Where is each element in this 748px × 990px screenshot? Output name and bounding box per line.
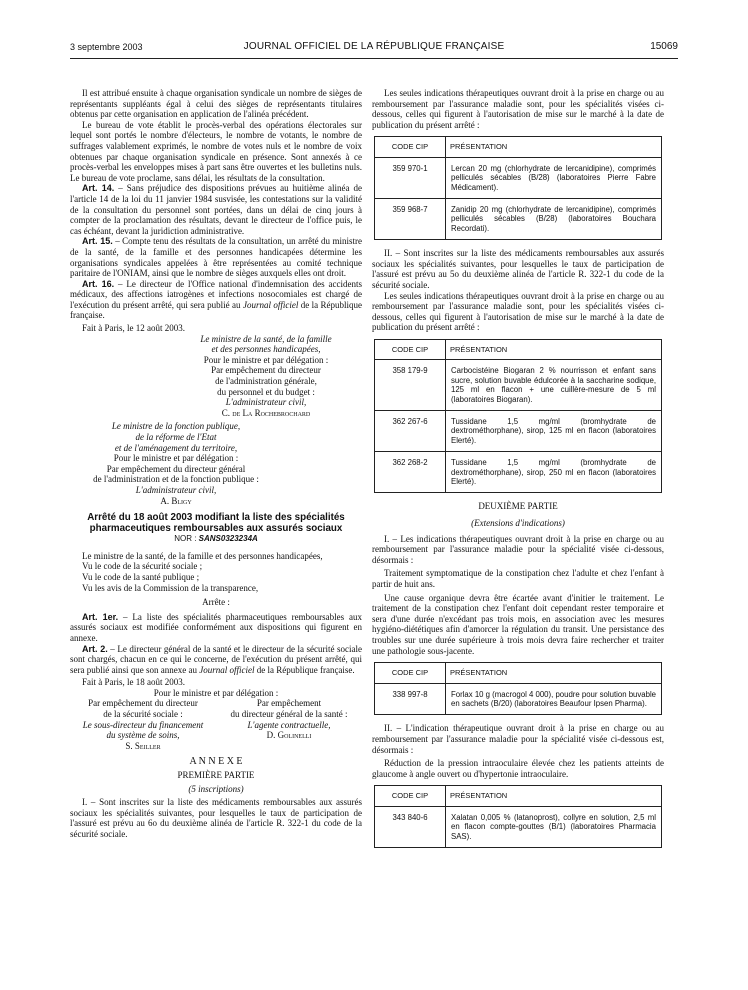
column-header-code: CODE CIP (375, 339, 446, 359)
column-header-presentation: PRÉSENTATION (446, 137, 662, 157)
right-column (372, 88, 664, 856)
article-text: – Sans préjudice des dispositions prévues au huitième alinéa de l'article 14 de la loi du 11 janvier 1984 susvisée, les contestations sur la validité de la consultation du personnel sont portées, dans un délai de cinq jours à compter de la proclamation des résultats, devant le directeur de l'office puis, le cas échéant, devant la juridiction administrative. (70, 183, 362, 236)
signature-right (216, 698, 362, 751)
journal-officiel-ref: Journal officiel (199, 664, 255, 675)
medication-table-2 (374, 339, 662, 493)
column-header-code: CODE CIP (375, 663, 446, 683)
article-2 (70, 644, 362, 676)
signature-line: Par empêchement (256, 698, 322, 709)
presentation-text: Xalatan 0,005 % (latanoprost), collyre en solution, 2,5 ml en flacon compte-gouttes (B/1) (laboratoires Pharmacia SAS). (446, 806, 662, 847)
journal-officiel-ref: Journal officiel (242, 299, 299, 310)
dual-signature-block (70, 698, 362, 751)
visa-line: Vu le code de la sécurité sociale ; (82, 561, 203, 572)
header-date: 3 septembre 2003 (70, 42, 143, 52)
article-label: Art. 16. (82, 278, 115, 289)
medication-table-3 (374, 662, 662, 715)
signature-line: de l'administration et de la fonction publique : (93, 474, 259, 485)
left-column (70, 88, 362, 840)
signature-line: Le sous-directeur du financement (82, 719, 204, 730)
signature-line: Pour le ministre et par délégation : (113, 453, 239, 464)
presentation-text: Tussidane 1,5 mg/ml (bromhydrate de dextrométhorphane), sirop, 125 ml en flacon (laboratoires Elerté). (446, 411, 662, 452)
article-text: de la République française. (254, 664, 355, 675)
presentation-text: Carbocistéine Biogaran 2 % nourrisson et enfant sans sucre, solution buvable édulcorée à la saccharine sodique, 125 ml en flacon + une cuillère-mesure de 5 ml (laboratoires Biogaran). (446, 360, 662, 411)
presentation-text: Tussidane 1,5 mg/ml (bromhydrate de dextrométhorphane), sirop, 250 ml en flacon (laboratoires Elerté). (446, 452, 662, 493)
signature-line: L'administrateur civil, (225, 397, 307, 408)
medication-table-4 (374, 785, 662, 848)
cip-code: 343 840-6 (375, 806, 446, 847)
signature-line: Par empêchement du directeur (88, 698, 198, 709)
signature-line: de l'administration générale, (215, 376, 317, 387)
signature-line: Le ministre de la santé, de la famille (200, 333, 332, 344)
decree-title: Arrêté du 18 août 2003 modifiant la liste des spécialités pharmaceutiques remboursables aux assurés sociaux (87, 512, 345, 535)
article-1 (70, 612, 362, 644)
signature-line: du système de soins, (106, 730, 180, 741)
nor-label: NOR : (174, 534, 199, 544)
part-heading: DEUXIÈME PARTIE (478, 501, 558, 512)
paragraph: Le ministre de la santé, de la famille et des personnes handicapées, (82, 550, 323, 561)
signature-left (70, 698, 216, 751)
paragraph: Les seules indications thérapeutiques ouvrant droit à la prise en charge ou au remboursement par l'assurance maladie sont, pour les spécialités visées ci-dessous, celles qui figurent à l'autorisation de mise sur le marché à la date de publication du présent arrêté : (372, 290, 664, 333)
paragraph: II. – Sont inscrites sur la liste des médicaments remboursables aux assurés sociaux les spécialités suivantes, pour lesquelles le taux de participation de l'assuré est prévu au 5o du deuxième alinéa de l'article R. 322-1 du code de la sécurité sociale. (372, 248, 664, 290)
table-row (375, 157, 662, 198)
medication-table-1 (374, 136, 662, 240)
presentation-text: Zanidip 20 mg (chlorhydrate de lercanidipine), comprimés pelliculés sécables (B/28) (laboratoires Bouchara Recordati). (446, 199, 662, 240)
article-label: Art. 1er. (82, 611, 119, 622)
header-page-number: 15069 (650, 41, 678, 52)
presentation-text: Lercan 20 mg (chlorhydrate de lercanidipine), comprimés pelliculés sécables (B/28) (laboratoires Pierre Fabre Médicament). (446, 157, 662, 198)
column-header-presentation: PRÉSENTATION (446, 663, 662, 683)
signature-line: de la réforme de l'Etat (135, 432, 217, 442)
article-label: Art. 2. (82, 643, 108, 654)
article-label: Art. 15. (82, 236, 113, 247)
signature-line: et des personnes handicapées, (211, 344, 321, 355)
cip-code: 362 267-6 (375, 411, 446, 452)
paragraph: Le bureau de vote établit le procès-verbal des opérations électorales sur lequel sont portés le nombre d'électeurs, le nombre de votants, le nombre de suffrages valablement exprimés, le nombre de votes nuls et le nombre de voix obtenues par chaque organisation syndicale en présence. Sont annexés à ce procès-verbal les enveloppes mises à part sans être ouvertes et les bulletins nuls. Le bureau de vote proclame, sans délai, les résultats de la consultation. (70, 119, 362, 183)
signature-line: du personnel et du budget : (217, 386, 315, 397)
paragraph: Réduction de la pression intraoculaire élevée chez les patients atteints de glaucome à angle ouvert ou d'hypertonie intraoculaire. (372, 758, 664, 779)
signatory-name: D. Golinelli (266, 730, 312, 741)
table-row (375, 411, 662, 452)
article-15 (70, 236, 362, 278)
part-heading: PREMIÈRE PARTIE (177, 770, 255, 781)
cip-code: 338 997-8 (375, 683, 446, 715)
paragraph: I. – Les indications thérapeutiques ouvrant droit à la prise en charge ou au remboursement par l'assurance maladie pour la spécialité visée ci-dessous, désormais : (372, 533, 664, 565)
article-label: Art. 14. (82, 183, 115, 194)
paragraph: I. – Sont inscrites sur la liste des médicaments remboursables aux assurés sociaux les spécialités suivantes, pour lesquelles le taux de participation de l'assuré est prévu au 6o du deuxième alinéa de l'article R. 322-1 du code de la sécurité sociale. (70, 797, 362, 839)
presentation-text: Forlax 10 g (macrogol 4 000), poudre pour solution buvable en sachets (B/20) (laboratoires Beaufour Ipsen Pharma). (446, 683, 662, 715)
article-16 (70, 279, 362, 321)
paragraph: Il est attribué ensuite à chaque organisation syndicale un nombre de sièges de représentants suppléants égal à celui des sièges de représentants titulaires obtenus par cette organisation en application de l'alinéa précédent. (70, 88, 362, 120)
article-text: – Le directeur général de la santé et le directeur de la sécurité sociale sont chargés, chacun en ce qui le concerne, de l'exécution du présent arrêté, qui sera publié ainsi que son annexe au (70, 643, 362, 675)
signature-line: Pour le ministre et par délégation : (153, 687, 279, 698)
cip-code: 358 179-9 (375, 360, 446, 411)
annexe-heading: A N N E X E (189, 756, 243, 768)
article-text: – Compte tenu des résultats de la consultation, un arrêté du ministre de la santé, de la famille et des personnes handicapées détermine les organisations syndicales appelées à être représentées au comité technique paritaire de l'ONIAM, ainsi que le nombre de sièges auxquels elles ont droit. (70, 236, 362, 279)
signature-line: de la sécurité sociale : (103, 709, 183, 720)
article-14 (70, 183, 362, 236)
visa-line: Vu le code de la santé publique ; (82, 571, 200, 582)
paragraph: Traitement symptomatique de la constipation chez l'adulte et chez l'enfant à partir de huit ans. (372, 568, 664, 589)
paragraph: Une cause organique devra être écartée avant d'initier le traitement. Le traitement de la constipation chez l'enfant doit cependant rester temporaire et sera d'une durée n'excédant pas trois mois, en association avec les mesures hygiéno-diététiques afin d'amorcer la régulation du transit. Une persistance des troubles sur une durée supérieure à trois mois devra faire rechercher et traiter une pathologie sous-jacente. (372, 592, 664, 656)
signatory-name: S. Seiller (125, 740, 161, 751)
column-header-code: CODE CIP (375, 786, 446, 806)
paragraph: Les seules indications thérapeutiques ouvrant droit à la prise en charge ou au remboursement par l'assurance maladie sont, pour les spécialités visées ci-dessous, celles qui figurent à l'autorisation de mise sur le marché à la date de publication du présent arrêté : (372, 88, 664, 130)
signatory-name: C. de La Rochebrochard (221, 407, 311, 418)
signature-line: Par empêchement du directeur (211, 365, 321, 376)
column-header-code: CODE CIP (375, 137, 446, 157)
signature-line: Pour le ministre et par délégation : (203, 354, 329, 365)
arrete-heading: Arrête : (202, 597, 230, 608)
signature-block (70, 421, 282, 506)
article-text: – Le directeur de l'Office national d'indemnisation des accidents médicaux, des affections iatrogènes et infections nosocomiales est chargé de l'exécution du présent arrêté, qui sera publié au (70, 278, 362, 310)
part-subheading: (Extensions d'indications) (471, 518, 565, 529)
part-subheading: (5 inscriptions) (188, 783, 244, 794)
signature-line: Par empêchement du directeur général (106, 463, 246, 474)
column-header-presentation: PRÉSENTATION (446, 786, 662, 806)
cip-code: 362 268-2 (375, 452, 446, 493)
paragraph: II. – L'indication thérapeutique ouvrant droit à la prise en charge ou au remboursement par l'assurance maladie pour la spécialité visée ci-dessous est, désormais : (372, 723, 664, 755)
header-journal-title: JOURNAL OFFICIEL DE LA RÉPUBLIQUE FRANÇAISE (243, 41, 505, 52)
table-row (375, 360, 662, 411)
visa-line: Vu les avis de la Commission de la transparence, (82, 582, 259, 593)
signatory-name: A. Bligy (160, 495, 192, 506)
nor-reference (70, 534, 362, 545)
signature-block (170, 334, 362, 419)
signature-line: du directeur général de la santé : (230, 709, 348, 720)
table-row (375, 199, 662, 240)
signature-line: L'administrateur civil, (135, 484, 217, 495)
fait-a-paris: Fait à Paris, le 18 août 2003. (82, 677, 185, 688)
signature-line: et de l'aménagement du territoire, (114, 442, 238, 453)
column-header-presentation: PRÉSENTATION (446, 339, 662, 359)
table-row (375, 452, 662, 493)
page-header (70, 40, 678, 59)
signature-line: Le ministre de la fonction publique, (111, 421, 241, 432)
fait-a-paris: Fait à Paris, le 12 août 2003. (82, 323, 185, 334)
table-row (375, 806, 662, 847)
signature-line: L'agente contractuelle, (247, 719, 331, 730)
cip-code: 359 968-7 (375, 199, 446, 240)
nor-value: SANS0323234A (198, 534, 258, 544)
cip-code: 359 970-1 (375, 157, 446, 198)
table-row (375, 683, 662, 715)
article-text: – La liste des spécialités pharmaceutiques remboursables aux assurés sociaux est modifiée conformément aux dispositions qui figurent en annexe. (70, 611, 362, 643)
article-text: de la République française. (70, 299, 363, 321)
